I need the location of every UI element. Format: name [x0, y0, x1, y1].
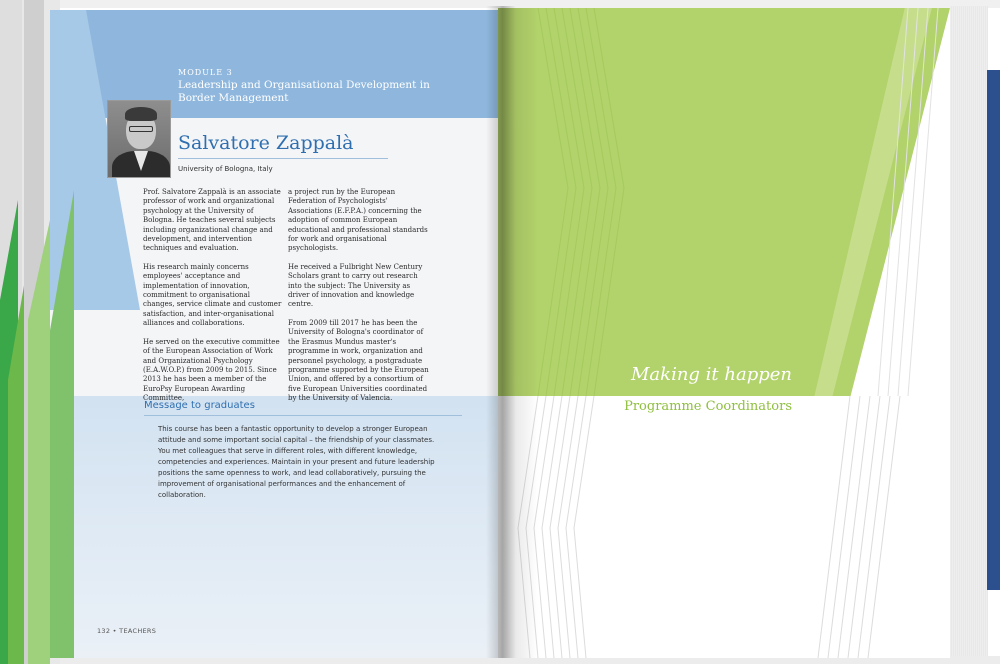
right-page [498, 8, 950, 658]
bio-paragraph: a project run by the European Federation of Psychologists' Associations (E.F.P.A.) concerning the adoption of common European educational and professional standards for work and organisational psychologists. [288, 188, 428, 253]
name-divider [178, 158, 388, 159]
portrait-photo [107, 100, 171, 178]
cover-spine-strip [987, 70, 1000, 590]
bio-column-right [288, 188, 432, 413]
decorative-lines [498, 8, 950, 658]
module-label: MODULE 3 [178, 68, 233, 77]
book-gutter [486, 6, 516, 658]
affiliation: University of Bologna, Italy [178, 165, 273, 173]
bio-paragraph: He received a Fulbright New Century Scholars grant to carry out research into the subject: The University as driver of innovation and knowledge centre. [288, 262, 423, 309]
left-page [50, 10, 502, 658]
message-divider [144, 415, 462, 416]
page-footer: 132 • TEACHERS [97, 627, 157, 635]
message-text: This course has been a fantastic opportunity to develop a stronger European attitude and some important social capital – the friendship of your classmates. You met colleagues that serve in different roles, with different knowledge, competencies and experiences. Maintain in your present and future leadership positions the same openness to work, and lead collaboratively, pursuing the improvement of organisational performances and the enhancement of collaboration. [158, 425, 435, 499]
module-title: Leadership and Organisational Development in Border Management [178, 79, 430, 104]
bio-paragraph: He served on the executive committee of the European Association of Work and Organizational Psychology (E.A.W.O.P.) from 2009 to 2015. Since 2013 he has been a member of the EuroPsy European Awarding Committee, [143, 337, 280, 403]
message-heading: Message to graduates [144, 400, 255, 411]
bio-paragraph: Prof. Salvatore Zappalà is an associate professor of work and organizational psychology at the University of Bologna. He teaches several subjects including organizational change and development, and intervention techniques and evaluation. [143, 188, 281, 253]
person-name: Salvatore Zappalà [178, 132, 354, 154]
right-page-edges [950, 6, 988, 656]
bio-column-left [143, 188, 283, 413]
bio-paragraph: From 2009 till 2017 he has been the University of Bologna's coordinator of the Erasmus Mundus master's programme in work, organization and personnel psychology, a postgraduate programme supported by the European Union, and offered by a consortium of five European Universities coordinated by the University of Valencia. [288, 318, 429, 403]
section-subtitle: Programme Coordinators [624, 399, 792, 414]
bio-paragraph: His research mainly concerns employees' acceptance and implementation of innovation, commitment to organisational changes, service climate and customer satisfaction, and inter-organisational alliances and collaborations. [143, 262, 282, 328]
section-title: Making it happen [631, 364, 792, 385]
